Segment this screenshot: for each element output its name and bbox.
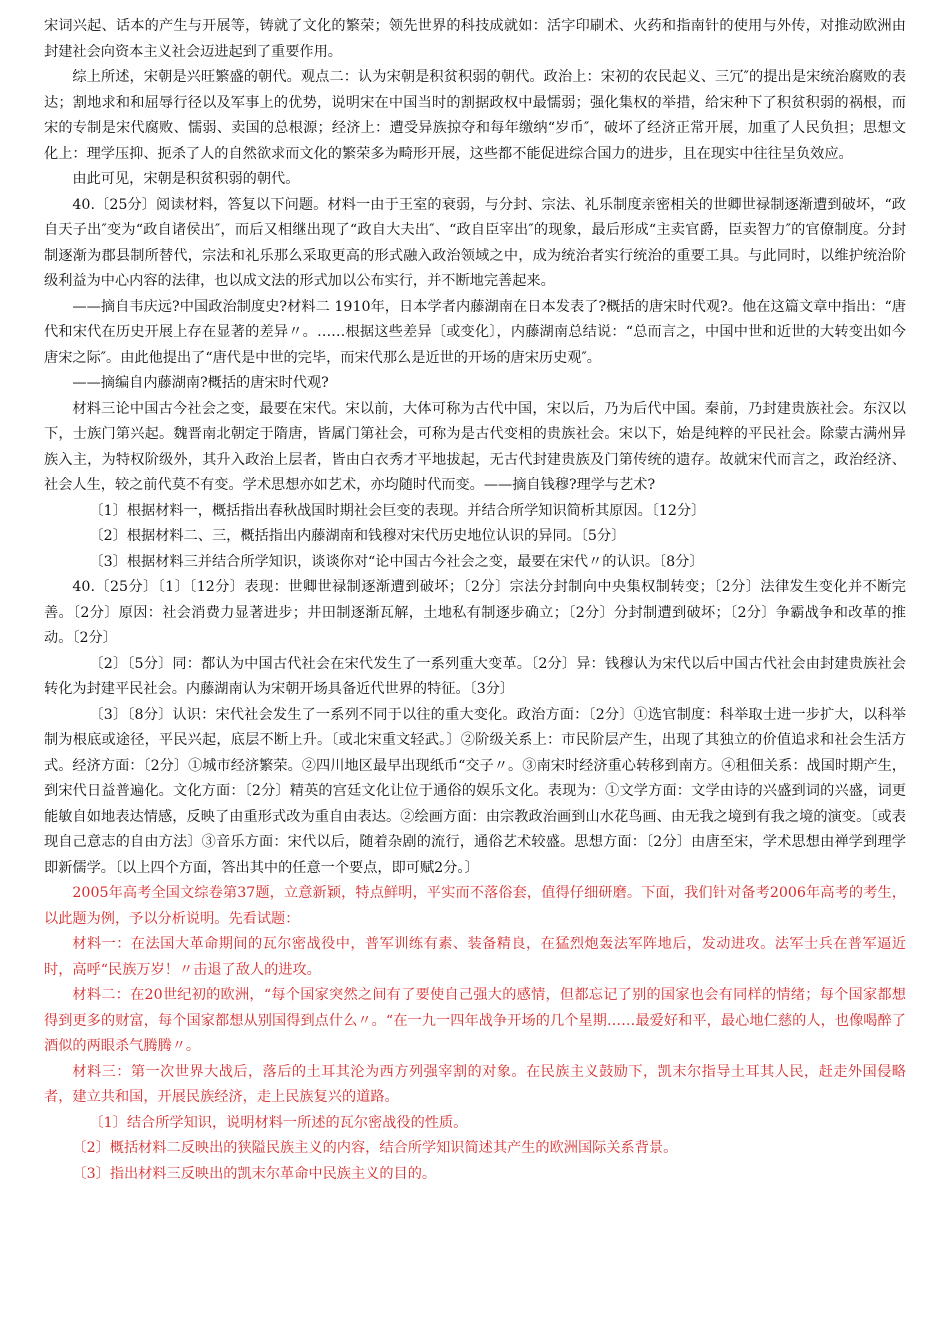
answer-part-2: 〔2〕〔5分〕同：都认为中国古代社会在宋代发生了一系列重大变革。〔2分〕异：钱穆认为宋代以后中国古代社会由封建贵族社会转化为封建平民社会。内藤湖南认为宋朝开场具备近代世界的特征。〔3分〕	[44, 655, 906, 697]
question-40-material-three: 材料三论中国古今社会之变，最要在宋代。宋以前，大体可称为古代中国，宋以后，乃为后代中国。秦前，乃封建贵族社会。东汉以下，士族门第兴起。魏晋南北朝定于隋唐，皆属门第社会，可称为是古代变相的贵族社会。宋以下，始是纯粹的平民社会。除蒙古满州异族入主，为特权阶级外，其升入政治上层者，皆由白衣秀才平地拔起，无古代封建贵族及门第传统的遗存。故就宋代而言之，政治经济、社会人生，较之前代莫不有变。学术思想亦如艺术，亦均随时代而变。——摘自钱穆?理学与艺术?	[44, 400, 906, 493]
paragraph-conclusion: 由此可见，宋朝是积贫积弱的朝代。	[72, 171, 300, 187]
exam-material-three-red: 材料三：第一次世界大战后，落后的土耳其沦为西方列强宰割的对象。在民族主义鼓励下，凯末尔指导土耳其人民，赶走外国侵略者，建立共和国，开展民族经济，走上民族复兴的道路。	[44, 1063, 906, 1105]
sub-question-2: 〔2〕根据材料二、三，概括指出内藤湖南和钱穆对宋代历史地位认识的异同。〔5分〕	[89, 528, 626, 544]
exam-intro-red: 2005年高考全国文综卷第37题，立意新颖，特点鲜明，平实而不落俗套，值得仔细研磨。下面，我们针对备考2006年高考的考生，以此题为例，予以分析说明。先看试题：	[44, 885, 906, 927]
exam-material-one-red: 材料一：在法国大革命期间的瓦尔密战役中，普军训练有素、装备精良，在猛烈炮轰法军阵地后，发动进攻。法军士兵在普军逼近时，高呼“民族万岁！〃击退了敌人的进攻。	[44, 936, 906, 978]
exam-question-1-red: 〔1〕结合所学知识，说明材料一所述的瓦尔密战役的性质。	[89, 1114, 468, 1131]
exam-question-2-red: 〔2〕概括材料二反映出的狭隘民族主义的内容，结合所学知识简述其产生的欧洲国际关系背景。	[72, 1140, 678, 1156]
paragraph-view-two: 综上所述，宋朝是兴旺繁盛的朝代。观点二：认为宋朝是积贫积弱的朝代。政治上：宋初的农民起义、三冗″的提出是宋统治腐败的表达；割地求和和屈辱行径以及军事上的优势，说明宋在中国当时的割据政权中最懦弱；强化集权的举措，给宋种下了积贫积弱的祸根，而宋的专制是宋代腐败、懦弱、卖国的总根源；经济上：遭受异族掠夺和每年缴纳“岁币″，破坏了经济正常开展，加重了人民负担；思想文化上：理学压抑、扼杀了人的自然欲求而文化的繁荣多为畸形开展，这些都不能促进综合国力的进步，且在现实中往往呈负效应。	[44, 69, 906, 162]
sub-question-3: 〔3〕根据材料三并结合所学知识，谈谈你对“论中国古今社会之变，最要在宋代〃的认识。〔8分〕	[89, 553, 704, 570]
question-40-material-two: ——摘自韦庆远?中国政治制度史?材料二 1910年，日本学者内藤湖南在日本发表了?概括的唐宋时代观?。他在这篇文章中指出：“唐代和宋代在历史开展上存在显著的差异〃。……根据这些差异〔或变化〕，内藤湖南总结说：“总而言之，中国中世和近世的大转变出如今唐宋之际″。由此他提出了“唐代是中世的完毕，而宋代那么是近世的开场的唐宋历史观″。	[44, 298, 906, 366]
question-40-material-one: 40.〔25分〕阅读材料，答复以下问题。材料一由于王室的衰弱，与分封、宗法、礼乐制度亲密相关的世卿世禄制逐渐遭到破坏，“政自天子出″变为“政自诸侯出″，而后又相继出现了“政自大夫出″、“政自臣宰出″的现象，最后形成“主卖官爵，臣卖智力″的官僚制度。分封制逐渐为郡县制所替代，宗法和礼乐那么采取更高的形式融入政治领域之中，成为统治者实行统治的重要工具。与此同时，以维护统治阶级利益为中心内容的法律，也以成文法的形式加以公布实行，并不断地完善起来。	[44, 196, 906, 289]
paragraph-song-culture: 宋词兴起、话本的产生与开展等，铸就了文化的繁荣；领先世界的科技成就如：活字印刷术、火药和指南针的使用与外传，对推动欧洲由封建社会向资本主义社会迈进起到了重要作用。	[44, 18, 906, 60]
sub-question-1: 〔1〕根据材料一，概括指出春秋战国时期社会巨变的表现。并结合所学知识简析其原因。〔12分〕	[89, 502, 706, 519]
answer-part-1: 40.〔25分〕〔1〕〔12分〕表现：世卿世禄制逐渐遭到破坏；〔2分〕宗法分封制向中央集权制转变；〔2分〕法律发生变化并不断完善。〔2分〕原因：社会消费力显著进步；井田制逐渐瓦解，土地私有制逐步确立；〔2分〕分封制遭到破坏；〔2分〕争霸战争和改革的推动。〔2分〕	[44, 579, 906, 646]
answer-part-3: 〔3〕〔8分〕认识：宋代社会发生了一系列不同于以往的重大变化。政治方面：〔2分〕①选官制度：科举取士进一步扩大，以科举制为根底或途径，平民兴起，底层不断上升。〔或北宋重文轻武。〕②阶级关系上：市民阶层产生，出现了其独立的价值追求和社会生活方式。经济方面：〔2分〕①城市经济繁荣。②四川地区最早出现纸币“交子〃。③南宋时经济重心转移到南方。④租佃关系：战国时期产生，到宋代日益普遍化。文化方面：〔2分〕精英的宫廷文化让位于通俗的娱乐文化。表现为：①文学方面：文学由诗的兴盛到词的兴盛，词更能敏自如地表达情感，反映了由重形式改为重自由表达。②绘画方面：由宗教政治画到山水花鸟画、由无我之境到有我之境的演变。〔或表现自己意志的自由方法〕③音乐方面：宋代以后，随着杂剧的流行，通俗艺术较盛。思想方面：〔2分〕由唐至宋，学术思想由禅学到理学即新儒学。〔以上四个方面，答出其中的任意一个要点，即可赋2分。〕	[44, 706, 906, 876]
exam-question-3-red: 〔3〕指出材料三反映出的凯末尔革命中民族主义的目的。	[72, 1165, 437, 1182]
exam-material-two-red: 材料二：在20世纪初的欧洲，“每个国家突然之间有了要使自己强大的感情，但都忘记了别的国家也会有同样的情绪；每个国家都想得到更多的财富，每个国家都想从别国得到点什么〃。“在一九一四年战争开场的几个星期……最爱好和平，最心地仁慈的人，也像喝醉了酒似的两眼杀气腾腾〃。	[44, 987, 906, 1054]
source-citation: ——摘编自内藤湖南?概括的唐宋时代观?	[72, 375, 329, 391]
